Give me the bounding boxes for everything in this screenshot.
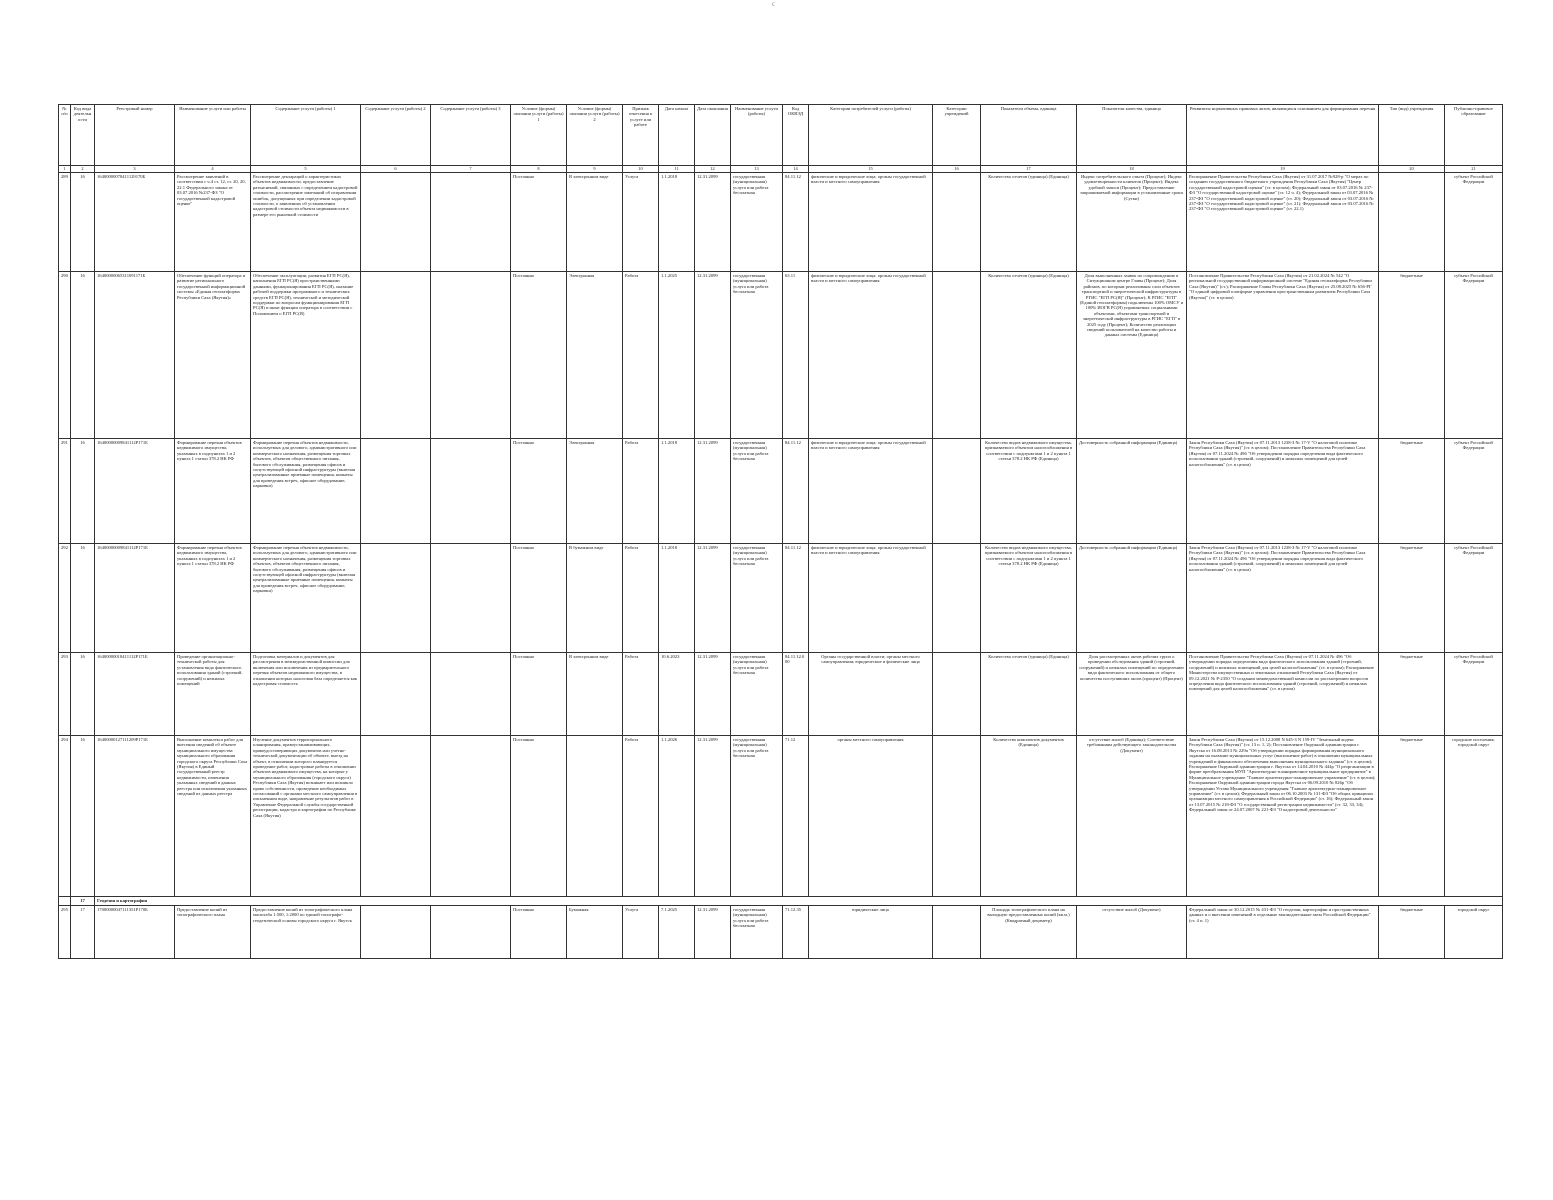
cell-public-entity: городской округ [1445,906,1503,959]
cell-legal-acts: Постановление Правительства Республики Саха (Якутия) от 07.11.2024 № 496 "Об утверждении порядка определения вида фактического использования зданий (строений, сооружений) и нежилых помещений для целей налогообложения" (ст. в целом); Распоряжение Министерства имущественных и земельных отношений Республики Саха (Якутия) от 09.12.2021 № Р-2350 "О создании межведомственной комиссии по рассмотрению вопросов определения вида фактического использования зданий (строений, сооружений) и нежилых помещений для целей налогообложения" (ст. в целом) [1187,653,1379,736]
cell-consumers: юридические лица [809,906,933,959]
table-row [59,272,1503,439]
cell-start-date: 10.6.2023 [659,653,695,736]
cell-institution-type: бюджетные [1379,736,1445,897]
cell-type: Работа [623,736,659,897]
header-row [59,105,1503,166]
column-header: Дата начала [659,105,695,166]
cell-number: 293 [59,653,71,736]
table-row [59,653,1503,736]
cell-content-3 [431,653,511,736]
cell-quality-indicators: отсутствие жалоб (Единица); Соответствие требованиям действующего законодательства (Документ) [1077,736,1187,897]
cell-number: 290 [59,272,71,439]
cell-category [933,439,981,544]
cell-activity-code: 16 [71,439,95,544]
cell-institution-type: бюджетные [1379,906,1445,959]
cell-registry-number: 16400000065311091171Б [95,272,175,439]
cell-registry-number: 17000000047111351Р170Б [95,906,175,959]
cell-number: 295 [59,906,71,959]
cell-service-kind: государственная (муниципальная) услуга или работа бесплатная [731,653,783,736]
cell-content-3 [431,906,511,959]
column-header: Показатели качества, единица [1077,105,1187,166]
column-header: Условие (формы) оказания услуги (работы) 1 [511,105,567,166]
cell-service-name: Формирование перечня объектов недвижимого имущества, указанных в подпунктах 1 и 2 пункта 1 статьи 378.2 НК РФ [175,544,251,653]
column-number: 18 [1077,166,1187,173]
cell-content-1: Формирование перечня объектов недвижимости, используемых для делового, административного или коммерческого назначения, размещения торговых объектов, объектов общественного питания, бытового обслуживания, размещения офисов и сопутствующей офисной инфраструктуры (включая централизованные приемные помещения, комнаты для проведения встреч, офисное оборудование, парковки) [251,544,361,653]
cell-institution-type: бюджетные [1379,544,1445,653]
cell-quality-indicators: Достоверность собранной информации (Единица) [1077,544,1187,653]
cell-volume-indicators: Количество видов недвижимого имущества, признаваемого объектом налогообложения в соответствии с подпунктами 1 и 2 пункта 1 статьи 378.2 НК РФ (Единица) [981,544,1077,653]
cell-form-1: Постоянно [511,906,567,959]
table-row [59,906,1503,959]
column-number: 6 [361,166,431,173]
cell-legal-acts: Закон Республики Саха (Якутия) от 15.12.2008 N 645-З N 159-IV "Земельный кодекс Республики Саха (Якутия)" (ст. 13 п. 1, 2); Постановление Окружной администрации г. Якутска от 16.08.2013 № 229п "Об утверждении порядка формирования муниципального задания на оказание муниципальных услуг (выполнение работ) в отношении муниципальных учреждений и финансового обеспечения выполнения муниципального задания" (ст. в целом); Распоряжение Окружной администрации г. Якутска от 14.04.2010 № 444р "О реорганизации в форме преобразования МУП "Архитектурно-планировочное муниципальное предприятие" в Муниципальное учреждение "Главное архитектурно-планировочное управление" (ст. в целом); Распоряжение Окружной администрации города Якутска от 06.09.2010 № 826р "Об утверждении Устава Муниципального учреждения "Главное архитектурно-планировочное управление" (ст. в целом); Федеральный закон от 06.10.2003 № 131-ФЗ "Об общих принципах организации местного самоуправления в Российской Федерации" (ст. 16); Федеральный закон от 13.07.2015 № 218-ФЗ "О государственной регистрации недвижимости" (ст. 32, 33, 34); Федеральный закон от 24.07.2007 № 221-ФЗ "О кадастровой деятельности" [1187,736,1379,897]
cell-content-3 [431,439,511,544]
cell-type: Услуга [623,906,659,959]
column-header: Наименование услуги (работы) [731,105,783,166]
column-header: Показатели объема, единица [981,105,1077,166]
cell-form-1: Постоянно [511,544,567,653]
cell-okved: 71.12.35 [783,906,809,959]
section-title: Геодезия и картография [95,897,1503,906]
cell-legal-acts: Постановление Правительства Республики Саха (Якутия) от 21.02.2024 № 542 "О региональной государственной информационной системе "Единая геоплатформа Республики Саха (Якутия)" (ст.); Распоряжение Главы Республики Саха (Якутия) от 25.08.2025 № 656-РГ "О единой цифровой платформе управления пространственным развитием Республики Саха (Якутия)" (ст. в целом) [1187,272,1379,439]
cell-type: Работа [623,544,659,653]
column-number: 8 [511,166,567,173]
column-number-row [59,166,1503,173]
column-number: 11 [659,166,695,173]
column-header: Публично-правовое образование [1445,105,1503,166]
cell-end-date: 12.31.2099 [695,173,731,272]
column-number: 17 [981,166,1077,173]
column-header: Дата окончания [695,105,731,166]
cell-content-2 [361,439,431,544]
section-empty-cell [59,897,71,906]
cell-content-3 [431,173,511,272]
cell-public-entity: субъект Российской Федерации [1445,173,1503,272]
cell-start-date: 1.1.2025 [659,272,695,439]
cell-public-entity: субъект Российской Федерации [1445,272,1503,439]
cell-start-date: 7.1.2025 [659,906,695,959]
cell-quality-indicators: Достоверность собранной информации (Единица) [1077,439,1187,544]
cell-content-1: Предоставление копий из топографического плана масштаба 1:500, 1:2000 по единой топографо-геодезической основы городского округа г. Якутск [251,906,361,959]
cell-okved: 84.11.12 [783,544,809,653]
column-number: 7 [431,166,511,173]
column-header: Условие (формы) оказания услуги (работы) 2 [567,105,623,166]
cell-start-date: 1.1.2026 [659,736,695,897]
cell-category [933,173,981,272]
cell-service-name: Выполнение комплекса работ для внесения сведений об объекте муниципального имущества муниципального образования городского округа Республики Саха (Якутия) в Единый государственный реестр недвижимости, изменения указанных сведений в данных реестра или исключения указанных сведений из данных реестра [175,736,251,897]
column-number: 20 [1379,166,1445,173]
cell-form-1: Постоянно [511,173,567,272]
cell-form-2: Электронная [567,439,623,544]
cell-quality-indicators: Индекс потребительского опыта (Процент); Индекс удовлетворенности клиентов (Процент); Индекс удобной записи (Процент); Предоставление запрашиваемой информации в установленные сроки (Сутки) [1077,173,1187,272]
column-header: № п/п [59,105,71,166]
cell-consumers: физические и юридические лица; органы государственной власти и местного самоуправления [809,173,933,272]
cell-consumers: физические и юридические лица; органы государственной власти и местного самоуправления [809,544,933,653]
cell-consumers: физические и юридические лица; органы государственной власти и местного самоуправления [809,439,933,544]
cell-okved: 63.11 [783,272,809,439]
cell-start-date: 1.1.2018 [659,439,695,544]
cell-form-2: Бумажная [567,906,623,959]
cell-end-date: 12.31.2099 [695,736,731,897]
cell-activity-code: 16 [71,544,95,653]
cell-public-entity: субъект Российской Федерации [1445,544,1503,653]
section-code: 17 [71,897,95,906]
table-row [59,173,1503,272]
cell-public-entity: субъект Российской Федерации [1445,653,1503,736]
column-number: 3 [95,166,175,173]
cell-number: 292 [59,544,71,653]
column-number: 10 [623,166,659,173]
cell-quality-indicators: Доля выполненных заявок по сопровождению в Ситуационном центре Главы (Процент); Доля районов, по которым реализованы слои объектов транспортной и энергетической инфраструктуры в РГИС "ЕГП РС(Я)" (Процент); К РГИС "ЕГП" (Единой геоплатформы) подключены 100% ОМСУ и 100% ИОГВ РС(Я) управляемых социальными объектами, объектами транспортной и энергетической инфраструктуры в РГИС "ЕГП" в 2025 году (Процент); Количество реализации сведений пользователей на качество работы и данных системы (Единица) [1077,272,1187,439]
cell-registry-number: 16400000009841112Р171Б [95,439,175,544]
cell-content-2 [361,272,431,439]
cell-number: 294 [59,736,71,897]
cell-category [933,544,981,653]
cell-institution-type [1379,173,1445,272]
cell-content-2 [361,173,431,272]
cell-content-2 [361,544,431,653]
cell-registry-number: 16400000018411112Р171Б [95,653,175,736]
cell-okved: 84.11.12 [783,173,809,272]
cell-form-2: В бумажном виде [567,544,623,653]
cell-service-name: Предоставление копий из топографического плана [175,906,251,959]
cell-service-name: Рассмотрение заявлений в соответствии с ч.4 ст. 12, ст. 20, 20, 22.1 Федерального закона от 03.07.2016 №237-ФЗ "О государственной кадастровой оценке" [175,173,251,272]
cell-legal-acts: Закон Республики Саха (Якутия) от 07.11.2013 1238-З № 17-V "О налоговой политике Республики Саха (Якутия)" (ст. в целом); Постановление Правительства Республики Саха (Якутия) от 07.11.2024 № 496 "Об утверждении порядка определения вида фактического использования зданий (строений, сооружений) и нежилых помещений для целей налогообложения" (ст. в целом) [1187,544,1379,653]
column-header: Тип (вид) учреждения [1379,105,1445,166]
cell-volume-indicators: Количество отчетов (единица) (Единица) [981,272,1077,439]
cell-institution-type: бюджетные [1379,439,1445,544]
column-number: 2 [71,166,95,173]
cell-consumers: органы местного самоуправления [809,736,933,897]
column-header: Категории потребителей услуги (работы) [809,105,933,166]
cell-end-date: 12.31.2099 [695,439,731,544]
cell-category [933,272,981,439]
registry-table-sheet [58,104,1495,959]
cell-end-date: 12.31.2099 [695,653,731,736]
cell-service-name: Формирование перечня объектов недвижимого имущества, указанных в подпунктах 1 и 2 пункта 1 статьи 378.2 НК РФ [175,439,251,544]
column-number: 13 [731,166,783,173]
cell-service-kind: государственная (муниципальная) услуга или работа бесплатная [731,439,783,544]
cell-start-date: 1.1.2018 [659,173,695,272]
cell-content-3 [431,272,511,439]
cell-form-2: Электронная [567,272,623,439]
cell-volume-indicators: Площадь топографического плана на выходную предоставленных копий (кв.м.) (Квадратный дециметр) [981,906,1077,959]
cell-number: 291 [59,439,71,544]
cell-content-1: Обеспечение эксплуатации, развития ЕГП РС(Я), наполнения ЕГП РС(Я) пространственными данными, функционирования ЕГП РС(Я), оказание рабочей поддержки программного и технических средств ЕГП РС(Я), технической и методической поддержки по вопросам функционирования ЕГП РС(Я) и иные функции оператора в соответствии с Положением о ЕГП РС(Я) [251,272,361,439]
cell-activity-code: 16 [71,653,95,736]
cell-end-date: 12.31.2099 [695,906,731,959]
cell-okved: 84.11.12.0 00 [783,653,809,736]
cell-activity-code: 16 [71,173,95,272]
cell-legal-acts: Распоряжение Правительства Республики Саха (Якутия) от 31.07.2017 №928-р "О мерах по созданию государственного бюджетного учреждения Республики Саха (Якутия) "Центр государственной кадастровой оценки" (ст. в целом); Федеральный закон от 03.07.2016 № 237-ФЗ "О государственной кадастровой оценке" (ст. 12 ч. 4); Федеральный закон от 03.07.2016 № 237-ФЗ "О государственной кадастровой оценке" (ст. 20); Федеральный закон от 03.07.2016 № 237-ФЗ "О государственной кадастровой оценке" (ст. 21); Федеральный закон от 03.07.2016 № 237-ФЗ "О государственной кадастровой оценке" (ст. 22.1) [1187,173,1379,272]
cell-volume-indicators: Количество отчетов (единица) (Единица) [981,173,1077,272]
column-header: Содержание услуги (работы) 3 [431,105,511,166]
cell-legal-acts: Закон Республики Саха (Якутия) от 07.11.2013 1238-З № 17-V "О налоговой политике Республики Саха (Якутия)" (ст. в целом); Постановление Правительства Республики Саха (Якутия) от 07.11.2024 № 496 "Об утверждении порядка определения вида фактического использования зданий (строений, сооружений) и нежилых помещений для целей налогообложения" (ст. в целом) [1187,439,1379,544]
column-header: Признак отнесения к услуге или работе [623,105,659,166]
cell-service-name: Проведение организационно-технической работы для установления вида фактического использования зданий (строений, сооружений) и нежилых помещений [175,653,251,736]
cell-quality-indicators: Доля рассмотренных актов рабочих групп о проведении обследования зданий (строений, сооружений) и нежилых помещений по определению вида фактического использования от общего количества поступивших актов (процент) (Процент) [1077,653,1187,736]
cell-registry-number: 16400000078411129170Б [95,173,175,272]
column-header: Код вида деятельности [71,105,95,166]
cell-content-1: Подготовка материалов и документов для рассмотрения в межведомственной комиссии для включения или исключения из предварительного перечня объектов недвижимого имущества, в отношении которых налоговая база определяется как кадастровая стоимость [251,653,361,736]
cell-content-3 [431,736,511,897]
column-header: Код ОКВЭД [783,105,809,166]
cell-volume-indicators: Количество отчетов (единица) (Единица) [981,653,1077,736]
cell-service-kind: государственная (муниципальная) услуга или работа бесплатная [731,544,783,653]
cell-content-2 [361,906,431,959]
cell-service-name: Обеспечение функций оператора и развитие регионального государственной информационной системы «Единая геоплатформа Республики Саха (Якутия)» [175,272,251,439]
cell-consumers: физические и юридические лица; органы государственной власти и местного самоуправления [809,272,933,439]
cell-end-date: 12.31.2099 [695,272,731,439]
cell-form-1: Постоянно [511,272,567,439]
cell-activity-code: 17 [71,906,95,959]
cell-type: Услуга [623,173,659,272]
cell-registry-number: 16400000127111209Р171Б [95,736,175,897]
cell-content-2 [361,653,431,736]
cell-content-1: Формирование перечня объектов недвижимости, используемых для делового, административного или коммерческого назначения, размещения торговых объектов, объектов общественного питания, бытового обслуживания, размещения офисов и сопутствующей офисной инфраструктуры (включая централизованные приемные помещения, комнаты для проведения встреч, офисное оборудование, парковки) [251,439,361,544]
cell-form-1: Постоянно [511,439,567,544]
cell-content-3 [431,544,511,653]
cell-service-kind: государственная (муниципальная) услуга или работа бесплатная [731,906,783,959]
cell-service-kind: государственная (муниципальная) услуга или работа бесплатная [731,272,783,439]
column-number: 1 [59,166,71,173]
cell-service-kind: государственная (муниципальная) услуга или работа бесплатная [731,736,783,897]
cell-category [933,653,981,736]
column-number: 21 [1445,166,1503,173]
cell-content-1: Изучение документов территориального планирования, правоустанавливающих, правоудостоверяющих документов или учетно-технической документации об объекте, выезд на объект, в отношении которого планируется проведение работ, кадастровые работы в отношении объектов недвижимого имущества, на которые у муниципального образования (городского округа) Республики Саха (Якутия) возникает или возникло право собственности, проведение необходимых согласований с органами местного самоуправления в письменном виде, направление результатов работ в Управление Федеральной службы государственной регистрации, кадастра и картографии по Республике Саха (Якутия) [251,736,361,897]
column-header: Содержание услуги (работы) 1 [251,105,361,166]
cell-okved: 84.11.12 [783,439,809,544]
cell-volume-indicators: Количество комплектов документов (Единица) [981,736,1077,897]
column-number: 9 [567,166,623,173]
cell-form-2 [567,736,623,897]
table-row [59,439,1503,544]
registry-table [58,104,1503,959]
column-number: 14 [783,166,809,173]
table-row [59,736,1503,897]
cell-public-entity: городские поселения; городской округ [1445,736,1503,897]
cell-category [933,906,981,959]
column-number: 4 [175,166,251,173]
cell-consumers: Органы государственной власти; органы местного самоуправления; юридические и физические лица [809,653,933,736]
cell-type: Работа [623,439,659,544]
column-header: Наименование услуги или работы [175,105,251,166]
cell-form-2: В электронном виде [567,653,623,736]
cell-type: Работа [623,272,659,439]
cell-volume-indicators: Количество видов недвижимого имущества, признаваемого объектом налогообложения в соответствии с подпунктами 1 и 2 пункта 1 статьи 378.2 НК РФ (Единица) [981,439,1077,544]
cell-form-2: В электронном виде [567,173,623,272]
cell-quality-indicators: отсутствие жалоб (Документ) [1077,906,1187,959]
cell-activity-code: 16 [71,736,95,897]
cell-public-entity: субъект Российской Федерации [1445,439,1503,544]
column-header: Реестровый номер [95,105,175,166]
page-mark: c [772,0,776,8]
cell-legal-acts: Федеральный закон от 30.12.2015 № 431-ФЗ "О геодезии, картографии и пространственных данных и о внесении изменений в отдельные законодательные акты Российской Федерации" (ст. 4 п. 1) [1187,906,1379,959]
cell-start-date: 1.1.2018 [659,544,695,653]
column-header: Реквизиты нормативных правовых актов, являющихся основанием для формирования перечня [1187,105,1379,166]
column-number: 5 [251,166,361,173]
cell-registry-number: 16400000009841112Р171Б [95,544,175,653]
cell-type: Работа [623,653,659,736]
cell-number: 289 [59,173,71,272]
cell-service-kind: государственная (муниципальная) услуга или работа бесплатная [731,173,783,272]
cell-form-1: Постоянно [511,736,567,897]
column-number: 12 [695,166,731,173]
cell-content-2 [361,736,431,897]
cell-content-1: Рассмотрение деклараций о характеристиках объектов недвижимости, предоставление разъяснений, связанных с определением кадастровой стоимости, рассмотрение замечаний об исправлении ошибок, допущенных при определении кадастровой стоимости, о заявлениях об установлении кадастровой стоимости объекта недвижимости в размере его рыночной стоимости [251,173,361,272]
column-number: 16 [933,166,981,173]
cell-institution-type: бюджетные [1379,272,1445,439]
column-number: 15 [809,166,933,173]
table-row [59,544,1503,653]
cell-okved: 71.12 [783,736,809,897]
section-row [59,897,1503,906]
column-header: Категории учреждений [933,105,981,166]
cell-form-1: Постоянно [511,653,567,736]
column-number: 19 [1187,166,1379,173]
cell-category [933,736,981,897]
cell-end-date: 12.31.2099 [695,544,731,653]
column-header: Содержание услуги (работы) 2 [361,105,431,166]
cell-activity-code: 16 [71,272,95,439]
cell-institution-type: бюджетные [1379,653,1445,736]
